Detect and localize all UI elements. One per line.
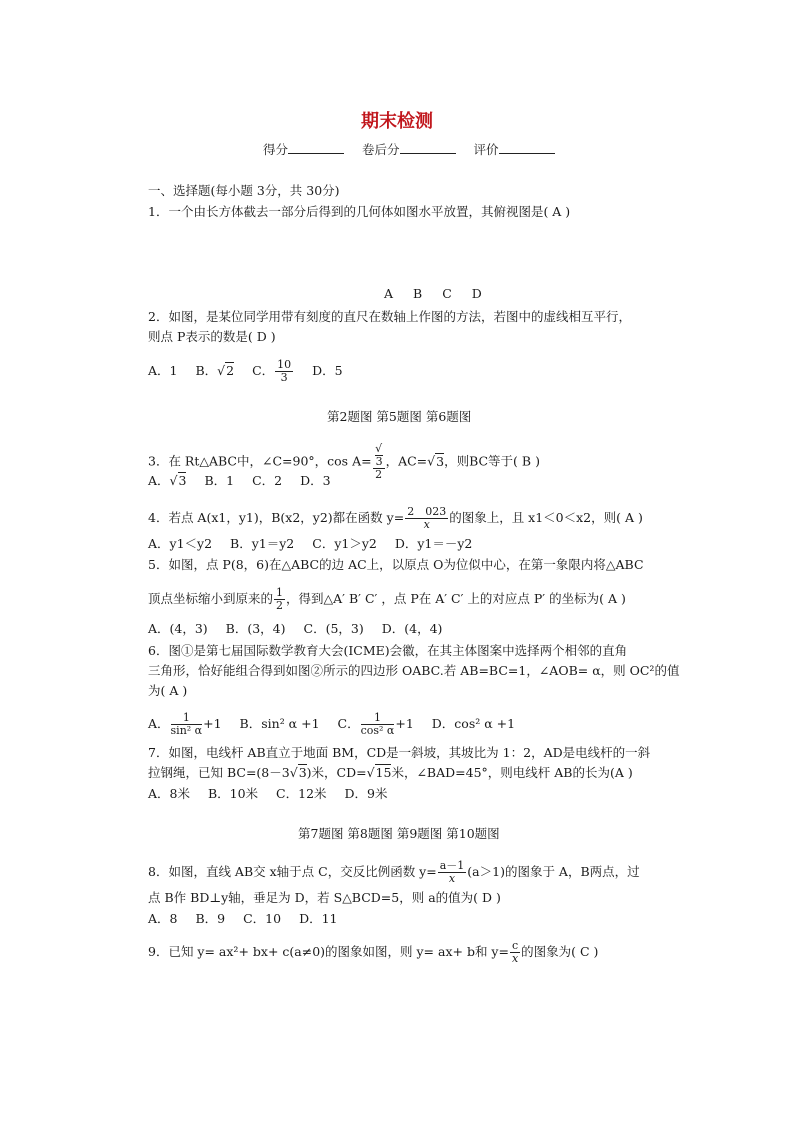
q8-fraction: [438, 860, 467, 885]
q6-option-d: D．cos² α +1: [431, 716, 516, 731]
q6-option-a-denominator: sin² α: [170, 724, 203, 737]
question-2-line-2: 则点 P表示的数是( D ): [148, 329, 276, 344]
q1-option-d: D: [471, 286, 483, 301]
q3-post: ，则BC等于( B ): [444, 453, 540, 469]
q2-option-c-fraction: [275, 359, 293, 384]
q8-numerator: a－1: [439, 859, 465, 872]
question-2-line-1: 2．如图，是某位同学用带有刻度的直尺在数轴上作图的方法，若图中的虚线相互平行，: [148, 309, 631, 324]
score-blank: [288, 141, 344, 154]
q8-options: [148, 911, 338, 927]
q1-option-a: A: [384, 286, 395, 301]
q5-option-d: D．(4，4): [381, 621, 443, 636]
page-title: 期末检测: [361, 111, 433, 132]
q7-option-b: B．10米: [207, 786, 259, 801]
q6-option-c-numerator: 1: [361, 712, 395, 725]
q9-denominator: x: [511, 952, 519, 965]
q2-option-d: D．5: [312, 363, 343, 378]
q4-pre: 4．若点 A(x1，y1)，B(x2，y2)都在函数 y=: [148, 510, 405, 525]
q3-fraction: √ 3 2: [373, 443, 385, 481]
q5-fraction: [274, 587, 285, 612]
q6-option-c-fraction: [361, 712, 395, 737]
q4-options: [148, 536, 472, 552]
q2-option-c-denominator: 3: [280, 371, 288, 384]
question-7-line-2: 拉钢绳，已知 BC=(8－3√3)米，CD=√15米，∠BAD=45°，则电线杆 AB的长为(A ): [148, 765, 633, 780]
q6-option-a-fraction: [171, 712, 203, 737]
q8-post: (a＞1)的图象于 A，B两点，过: [467, 864, 640, 879]
q1-option-b: B: [413, 286, 424, 301]
q6-options: [148, 712, 515, 737]
q3-radicand: 3: [436, 453, 445, 469]
score-line: [263, 141, 555, 158]
q5-option-b: B．(3，4): [225, 621, 286, 636]
q6-option-b: B．sin² α +1: [239, 716, 320, 731]
q3-pre: 3．在 Rt△ABC中，∠C=90°，cos A=: [148, 453, 372, 469]
q9-numerator: c: [511, 939, 519, 952]
q5-option-a: A．(4，3): [148, 621, 208, 636]
figure-caption-1: 第2题图 第5题图 第6题图: [327, 409, 472, 424]
evaluate-label: 评价: [473, 142, 499, 157]
question-8: [148, 860, 640, 885]
question-9: [148, 940, 598, 965]
q7-option-c: C．12米: [276, 786, 327, 801]
q6-option-a: A．: [148, 716, 170, 731]
q7-option-d: D．9米: [344, 786, 388, 801]
q5-line2-post: ，得到△A′ B′ C′ ，点 P在 A′ C′ 上的对应点 P′ 的坐标为( A ): [286, 591, 626, 606]
q8-option-d: D．11: [299, 911, 338, 926]
q5-numerator: 1: [276, 586, 284, 599]
q7-radicand-1: 3: [298, 765, 307, 780]
evaluate-blank: [499, 141, 555, 154]
q2-option-c: C．: [252, 363, 275, 378]
q4-fraction: [405, 506, 448, 531]
after-score-label: 卷后分: [362, 142, 400, 157]
q4-option-c: C．y1＞y2: [312, 536, 377, 551]
q7-line2-mid: )米，CD=: [306, 765, 367, 780]
question-4: [148, 506, 643, 531]
q3-numerator: 3: [375, 455, 383, 468]
figure-caption-2: 第7题图 第8题图 第9题图 第10题图: [298, 826, 500, 841]
q5-option-c: C．(5，3): [303, 621, 364, 636]
q2-option-c-numerator: 10: [277, 358, 292, 371]
q4-denominator: x: [423, 518, 430, 531]
q4-post: 的图象上，且 x1＜0＜x2，则( A ): [449, 510, 643, 525]
q2-option-a: A．1: [148, 363, 178, 378]
q8-option-a: A．8: [148, 911, 178, 926]
q6-option-a-post: +1: [203, 716, 222, 731]
q9-post: 的图象为( C ): [521, 944, 599, 959]
question-6-line-1: 6．图①是第七届国际数学教育大会(ICME)会徽，在其主体图案中选择两个相邻的直角: [148, 643, 628, 658]
q7-line2-post: 米，∠BAD=45°，则电线杆 AB的长为(A ): [391, 765, 633, 780]
q7-options: [148, 786, 388, 802]
q7-radicand-2: 15: [375, 765, 392, 780]
q3-mid: ，AC=: [385, 453, 428, 469]
section-heading: 一、选择题(每小题 3分，共 30分): [148, 183, 340, 198]
q6-option-c-denominator: cos² α: [360, 724, 395, 737]
q2-options: A．1 B．√2 C． $\frac{10}{3}$ D．5: [148, 358, 343, 384]
q3-option-d: D．3: [300, 473, 331, 488]
score-label: 得分: [263, 142, 289, 157]
question-6-line-2: 三角形，恰好能组合得到如图②所示的四边形 OABC.若 AB=BC=1，∠AOB= α，则 OC²的值: [148, 663, 680, 678]
question-8-line-2: 点 B作 BD⊥y轴，垂足为 D，若 S△BCD=5，则 a的值为( D ): [148, 890, 501, 905]
q1-options: [384, 286, 483, 302]
q8-option-c: C．10: [243, 911, 282, 926]
q6-option-c-post: +1: [395, 716, 414, 731]
q4-option-d: D．y1＝－y2: [394, 536, 473, 551]
q3-option-b: B．1: [204, 473, 235, 488]
question-3: 3．在 Rt△ABC中，∠C=90°，cos A= √ 3 2 ，AC=√3，则BC等于( B ): [148, 442, 540, 481]
question-1: 1．一个由长方体截去一部分后得到的几何体如图水平放置，其俯视图是( A ): [148, 204, 571, 219]
q4-option-a: A．y1＜y2: [148, 536, 213, 551]
q3-denominator: 2: [375, 468, 383, 481]
q6-option-c: C．: [337, 716, 360, 731]
q7-line2-pre: 拉钢绳，已知 BC=(8－3: [148, 765, 290, 780]
q4-numerator: 2 023: [407, 505, 447, 518]
q7-option-a: A．8米: [148, 786, 190, 801]
after-score-blank: [400, 141, 456, 154]
q3-options: A．√3 B．1 C．2 D．3: [148, 473, 331, 488]
q4-option-b: B．y1＝y2: [230, 536, 295, 551]
q5-line2-pre: 顶点坐标缩小到原来的: [148, 591, 274, 606]
question-6-line-3: 为( A ): [148, 683, 188, 698]
q5-denominator: 2: [276, 599, 284, 612]
q3-option-c: C．2: [252, 473, 283, 488]
q1-option-c: C: [442, 286, 453, 301]
question-5-line-2: [148, 587, 626, 612]
q3-option-a-radicand: 3: [178, 473, 187, 488]
q9-fraction: [510, 940, 520, 965]
q8-denominator: x: [448, 872, 456, 885]
q8-pre: 8．如图，直线 AB交 x轴于点 C，交反比例函数 y=: [148, 864, 437, 879]
question-7-line-1: 7．如图，电线杆 AB直立于地面 BM，CD是一斜坡，其坡比为 1：2，AD是电线杆的一斜: [148, 745, 651, 760]
q2-option-b: B．: [195, 363, 218, 378]
question-5-line-1: 5．如图，点 P(8，6)在△ABC的边 AC上，以原点 O为位似中心，在第一象限内将△ABC: [148, 557, 644, 572]
q3-option-a: A．: [148, 473, 170, 488]
q5-options: [148, 621, 442, 637]
q9-pre: 9．已知 y= ax²+ bx+ c(a≠0)的图象如图，则 y= ax+ b和 y=: [148, 944, 509, 959]
q8-option-b: B．9: [195, 911, 226, 926]
q6-option-a-numerator: 1: [171, 712, 203, 725]
q2-option-b-radicand: 2: [226, 363, 235, 378]
